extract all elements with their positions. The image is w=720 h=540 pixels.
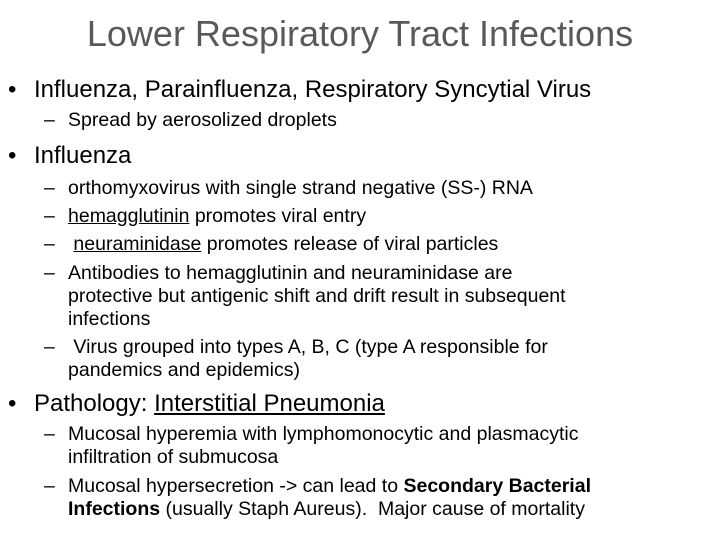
dash-marker: – [44,205,55,227]
bullet-text: Influenza [34,142,132,169]
pathology-label: Pathology: [34,390,155,417]
neuraminidase-term: neuraminidase [73,233,202,255]
text-line [68,498,591,521]
hemagglutinin-term: hemagglutinin [68,205,190,227]
sub-bullet-text: Spread by aerosolized droplets [68,109,337,131]
text-line: Virus grouped into types A, B, C (type A responsible for [68,336,548,358]
text-line: protective but antigenic shift and drift result in subsequent [68,285,566,307]
dash-marker: – [44,475,55,497]
text-line: Mucosal hyperemia with lymphomonocytic and plasmacytic [68,423,579,445]
hypersecretion-text: Mucosal hypersecretion -> can lead to [68,475,404,497]
sub-bullet-text [68,336,548,382]
text-line: infections [68,308,151,330]
sub-bullet-text [68,423,578,469]
slide-title: Lower Respiratory Tract Infections [86,13,634,54]
infections-term: Infections [68,498,161,520]
sub-bullet-text [68,262,566,331]
text-line: pandemics and epidemics) [68,359,300,381]
interstitial-pneumonia-term: Interstitial Pneumonia [154,390,385,417]
dash-marker: – [44,109,55,131]
neuraminidase-description: promotes release of viral particles [201,233,499,255]
bullet-marker: • [8,76,17,103]
hemagglutinin-description: promotes viral entry [189,205,367,227]
bullet-text: Influenza, Parainfluenza, Respiratory Syncytial Virus [34,76,592,103]
text-line [68,475,591,498]
bullet-text [34,390,385,418]
dash-marker: – [44,423,55,445]
bullet-marker: • [8,390,17,417]
dash-marker: – [44,233,55,255]
secondary-bacterial-term: Secondary Bacterial [403,475,591,497]
sub-bullet-text [68,205,366,228]
text-line: Antibodies to hemagglutinin and neuraminidase are [68,262,513,284]
mortality-text: (usually Staph Aureus). Major cause of mortality [160,498,585,520]
sub-bullet-text [68,475,591,521]
dash-marker: – [44,177,55,199]
sub-bullet-text [68,233,498,256]
sub-bullet-text: orthomyxovirus with single strand negative (SS-) RNA [68,177,533,199]
bullet-marker: • [8,142,17,169]
dash-marker: – [44,262,55,284]
dash-marker: – [44,336,55,358]
text-line: infiltration of submucosa [68,446,279,468]
